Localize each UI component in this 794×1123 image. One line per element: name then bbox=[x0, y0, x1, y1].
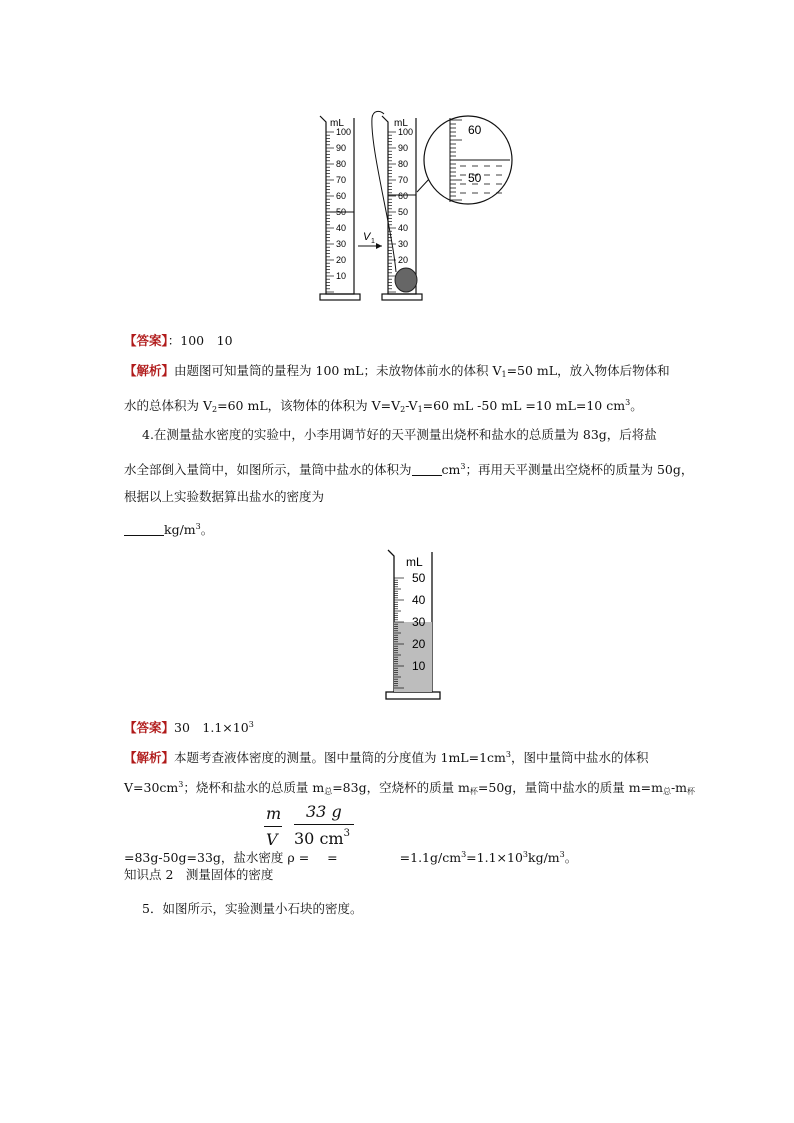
cyl1-tick-label: 30 bbox=[336, 239, 347, 249]
cyl1-tick-label: 20 bbox=[336, 255, 347, 265]
cyl2-tick-label: 70 bbox=[398, 175, 409, 185]
q4-analysis-line3 bbox=[124, 846, 577, 867]
sub: 杯 bbox=[687, 787, 696, 796]
cyl2-tick-label: 30 bbox=[398, 239, 409, 249]
answer-tag: 【答案】 bbox=[124, 720, 175, 735]
text: =83g-50g=33g，盐水密度 ρ = bbox=[124, 850, 310, 865]
figure-cylinders-stone bbox=[310, 108, 520, 308]
cyl1-tick-label: 10 bbox=[336, 271, 347, 281]
sup: 3 bbox=[195, 522, 201, 531]
cyl1-tick-label: 40 bbox=[336, 223, 347, 233]
sub: 1 bbox=[417, 405, 423, 414]
formula-m: m bbox=[266, 804, 282, 823]
arrow-label: V bbox=[363, 231, 371, 243]
cyl2-tick-label: 80 bbox=[398, 159, 409, 169]
text: 根据以上实验数据算出盐水的密度为 bbox=[124, 489, 325, 504]
density-blank bbox=[124, 523, 164, 536]
analysis-tag: 【解析】 bbox=[124, 363, 175, 378]
cyl2-tick-label: 90 bbox=[398, 143, 409, 153]
sub: 总 bbox=[324, 787, 333, 796]
cyl2-tick-label: 50 bbox=[398, 207, 409, 217]
formula-v: V bbox=[266, 830, 278, 849]
sub: 2 bbox=[212, 405, 218, 414]
cyl3-tick-label: 50 bbox=[412, 571, 426, 585]
answer-text: ：100 10 bbox=[167, 333, 233, 348]
fraction-bar-1 bbox=[264, 826, 282, 827]
answer-text: 30 1.1×10 bbox=[174, 720, 249, 735]
text: kg/m bbox=[528, 850, 560, 865]
analysis-tag: 【解析】 bbox=[124, 750, 175, 765]
formula-denominator bbox=[294, 828, 350, 848]
text: ；烧杯和盐水的总质量 m bbox=[183, 780, 325, 795]
cyl2-tick-label: 60 bbox=[398, 191, 409, 201]
sup: 3 bbox=[559, 850, 565, 859]
cylinder-1 bbox=[320, 116, 360, 300]
text: = bbox=[327, 850, 338, 865]
text: =60 mL -50 mL =10 mL=10 cm bbox=[422, 398, 626, 413]
text: =50g，量筒中盐水的质量 m=m bbox=[477, 780, 663, 795]
cyl1-tick-label: 50 bbox=[336, 207, 347, 217]
q4-line1 bbox=[142, 426, 657, 444]
saline-liquid bbox=[394, 622, 432, 692]
cyl3-tick-label: 30 bbox=[412, 615, 426, 629]
sup: 3 bbox=[460, 462, 466, 471]
text: cm bbox=[441, 462, 461, 477]
text: V=30cm bbox=[124, 780, 179, 795]
q4-answer bbox=[124, 716, 254, 737]
sup: 3 bbox=[178, 780, 184, 789]
text: 30 cm bbox=[294, 829, 344, 848]
fraction-bar-2 bbox=[294, 824, 354, 825]
text: 。 bbox=[630, 398, 643, 413]
cyl1-tick-label: 100 bbox=[336, 127, 352, 137]
sub: 1 bbox=[501, 370, 507, 379]
text: 。 bbox=[564, 850, 578, 865]
q3-analysis-line2 bbox=[124, 394, 643, 419]
cyl1-tick-label: 70 bbox=[336, 175, 347, 185]
formula-numerator: 33 g bbox=[306, 802, 342, 821]
answer-tag: 【答案】 bbox=[124, 333, 168, 348]
sub: 2 bbox=[400, 405, 406, 414]
zoom-label-60: 60 bbox=[468, 123, 482, 137]
text: -V bbox=[405, 398, 418, 413]
text: 本题考查液体密度的测量。图中量筒的分度值为 1mL=1cm bbox=[174, 750, 506, 765]
text: =60 mL，该物体的体积为 V=V bbox=[217, 398, 401, 413]
transfer-arrow bbox=[358, 231, 382, 249]
q4-line4 bbox=[124, 518, 213, 539]
cyl2-tick-label: 20 bbox=[398, 255, 409, 265]
text: =1.1×10 bbox=[466, 850, 523, 865]
q5-line bbox=[142, 900, 362, 918]
sup: 3 bbox=[343, 828, 350, 839]
cyl1-tick-label: 90 bbox=[336, 143, 347, 153]
text: -m bbox=[670, 780, 688, 795]
sup: 3 bbox=[248, 720, 254, 729]
q4-line3 bbox=[124, 488, 324, 506]
figure-saline-cylinder bbox=[384, 546, 444, 702]
text: 水全部倒入量筒中，如图所示，量筒中盐水的体积为 bbox=[124, 462, 412, 477]
text: kg/m bbox=[164, 522, 196, 537]
text: 。 bbox=[200, 522, 214, 537]
cyl2-tick-label: 40 bbox=[398, 223, 409, 233]
cyl3-tick-label: 40 bbox=[412, 593, 426, 607]
text: ，图中量筒中盐水的体积 bbox=[510, 750, 649, 765]
section-heading bbox=[124, 866, 273, 884]
text: =1.1g/cm bbox=[399, 850, 462, 865]
volume-blank bbox=[412, 463, 442, 476]
text: 由题图可知量筒的量程为 100 mL；未放物体前水的体积 V bbox=[174, 363, 502, 378]
q3-answer bbox=[124, 332, 233, 350]
text: 水的总体积为 V bbox=[124, 398, 213, 413]
q4-line2 bbox=[124, 458, 693, 479]
cyl1-unit-label: mL bbox=[330, 118, 344, 129]
text: 5．如图所示，实验测量小石块的密度。 bbox=[142, 901, 363, 916]
q4-analysis-line2 bbox=[124, 776, 695, 801]
text: =83g，空烧杯的质量 m bbox=[332, 780, 470, 795]
cyl3-tick-label: 20 bbox=[412, 637, 426, 651]
cyl3-tick-label: 10 bbox=[412, 659, 426, 673]
sub: 杯 bbox=[469, 787, 478, 796]
q3-analysis-line1 bbox=[124, 362, 670, 384]
stone bbox=[395, 268, 417, 292]
cylinder-2 bbox=[372, 111, 422, 300]
sup: 3 bbox=[625, 398, 631, 407]
text: 知识点 2 测量固体的密度 bbox=[124, 867, 274, 882]
text: 4.在测量盐水密度的实验中，小李用调节好的天平测量出烧杯和盐水的总质量为 83g，后将盐 bbox=[142, 427, 657, 442]
arrow-label-sub: 1 bbox=[371, 238, 375, 245]
sup: 3 bbox=[461, 850, 467, 859]
cyl2-tick-label: 100 bbox=[398, 127, 414, 137]
zoom-label-50: 50 bbox=[468, 171, 482, 185]
sup: 3 bbox=[522, 850, 528, 859]
zoom-view bbox=[417, 116, 512, 204]
cyl1-tick-label: 80 bbox=[336, 159, 347, 169]
sub: 总 bbox=[662, 787, 671, 796]
text: ；再用天平测量出空烧杯的质量为 50g， bbox=[465, 462, 694, 477]
q4-analysis-line1 bbox=[124, 746, 649, 767]
cyl2-unit-label: mL bbox=[394, 118, 408, 129]
unit-label: mL bbox=[406, 555, 423, 569]
text: =50 mL，放入物体后物体和 bbox=[506, 363, 670, 378]
cyl1-tick-label: 60 bbox=[336, 191, 347, 201]
sup: 3 bbox=[505, 750, 511, 759]
